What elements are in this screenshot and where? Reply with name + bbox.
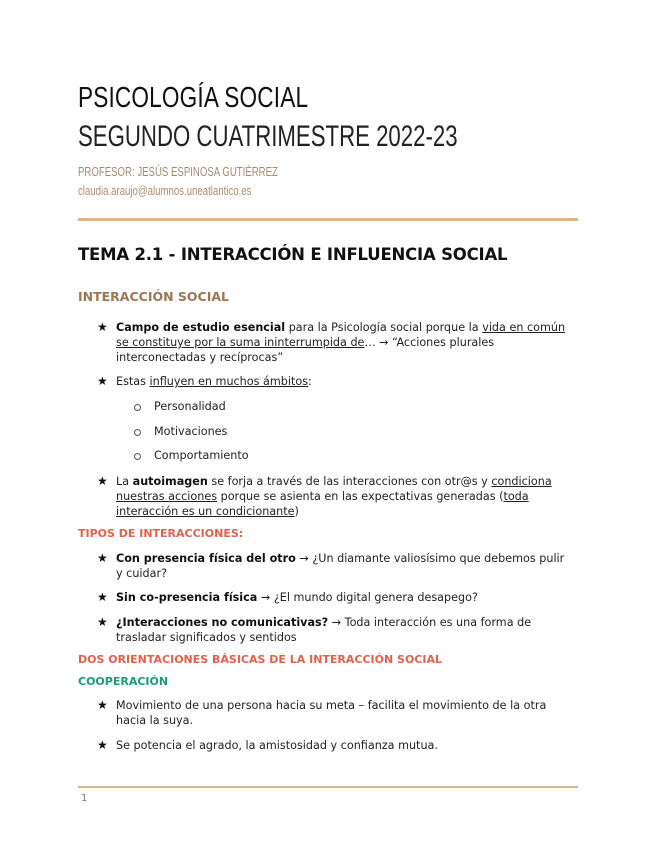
text-span: → ¿El mundo digital genera desapego?	[257, 591, 478, 604]
text-span: se forja a través de las interacciones con otr@s y	[207, 475, 492, 488]
author-email: claudia.araujo@alumnos.uneatlantico.es	[78, 183, 252, 198]
star-bullet-icon: ★	[97, 698, 108, 712]
text-span: Estas	[116, 375, 150, 388]
underlined-text: influyen en muchos ámbitos	[149, 375, 309, 388]
text-span: )	[294, 505, 299, 518]
bold-text: ¿Interacciones no comunicativas?	[116, 616, 329, 629]
document-subtitle: SEGUNDO CUATRIMESTRE 2022-23	[78, 120, 458, 153]
bullet-autoimagen	[116, 474, 578, 519]
bullet-movimiento: Movimiento de una persona hacia su meta – facilita el movimiento de la otra hacia la suya.	[116, 699, 547, 727]
star-bullet-icon: ★	[97, 320, 108, 334]
circle-bullet-icon	[134, 429, 141, 436]
section-heading-orientaciones: DOS ORIENTACIONES BÁSICAS DE LA INTERACCIÓN SOCIAL	[78, 653, 442, 666]
star-bullet-icon: ★	[97, 738, 108, 752]
bullet-presencia	[116, 551, 566, 581]
star-bullet-icon: ★	[97, 615, 108, 629]
subheading-cooperacion: COOPERACIÓN	[78, 675, 169, 688]
underlined-text: toda interacción es un condicionante	[116, 490, 529, 518]
bullet-influyen	[116, 374, 574, 389]
header-divider	[78, 218, 578, 221]
bullet-campo-estudio	[116, 320, 574, 365]
underlined-text: condiciona nuestras acciones	[116, 475, 552, 503]
sub-item-motivaciones: Motivaciones	[154, 425, 228, 438]
text-span: porque se asienta en las expectativas generadas (	[217, 490, 504, 503]
text-span: … → “Acciones plurales interconectadas y recíprocas”	[116, 336, 495, 364]
bullet-no-comunicativas	[116, 615, 576, 645]
star-bullet-icon: ★	[97, 474, 108, 488]
text-span: :	[308, 375, 312, 388]
sub-item-personalidad: Personalidad	[154, 400, 226, 413]
page-number: 1	[81, 793, 88, 804]
topic-title: TEMA 2.1 - INTERACCIÓN E INFLUENCIA SOCIAL	[78, 245, 508, 264]
section-heading-tipos: TIPOS DE INTERACCIONES:	[78, 527, 244, 540]
bullet-agrado: Se potencia el agrado, la amistosidad y confianza mutua.	[116, 739, 438, 752]
bold-text: Sin co-presencia física	[116, 591, 258, 604]
document-title: PSICOLOGÍA SOCIAL	[78, 82, 309, 114]
professor-line: PROFESOR: JESÚS ESPINOSA GUTIÉRREZ	[78, 164, 278, 179]
text-span: La	[116, 475, 133, 488]
text-span: → Toda interacción es una forma de trasladar significados y sentidos	[116, 616, 532, 644]
bold-text: autoimagen	[132, 475, 208, 488]
footer-divider	[78, 786, 578, 788]
section-heading-interaccion: INTERACCIÓN SOCIAL	[78, 289, 230, 304]
star-bullet-icon: ★	[97, 374, 108, 388]
circle-bullet-icon	[134, 453, 141, 460]
sub-item-comportamiento: Comportamiento	[154, 449, 249, 462]
circle-bullet-icon	[134, 404, 141, 411]
star-bullet-icon: ★	[97, 590, 108, 604]
bullet-sin-presencia	[116, 590, 574, 605]
star-bullet-icon: ★	[97, 551, 108, 565]
underlined-text: vida en común se constituye por la suma ininterrumpida de	[116, 321, 566, 349]
text-span: para la Psicología social porque la	[285, 321, 483, 334]
bold-text: Campo de estudio esencial	[116, 321, 286, 334]
text-span: → ¿Un diamante valiosísimo que debemos pulir y cuidar?	[116, 552, 565, 580]
bold-text: Con presencia física del otro	[116, 552, 296, 565]
